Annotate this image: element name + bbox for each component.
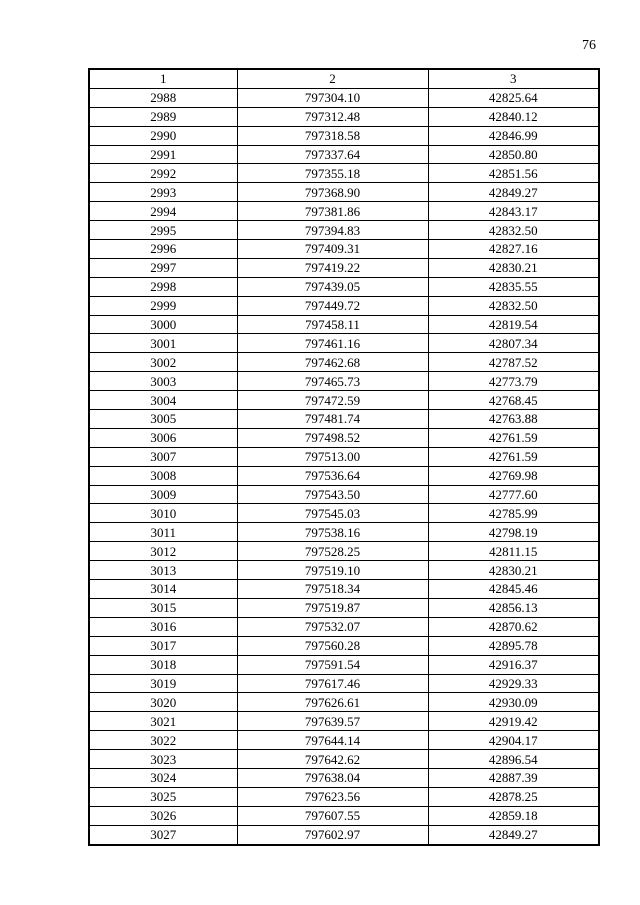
- y-coordinate-cell: 42798.19: [428, 523, 599, 542]
- table-row: [89, 372, 599, 391]
- x-coordinate-cell: 797394.83: [237, 221, 428, 240]
- x-coordinate-cell: 797607.55: [237, 806, 428, 825]
- x-coordinate-cell: 797591.54: [237, 655, 428, 674]
- table-row: [89, 674, 599, 693]
- point-number-cell: 3024: [89, 768, 237, 787]
- y-coordinate-cell: 42787.52: [428, 353, 599, 372]
- y-coordinate-cell: 42807.34: [428, 334, 599, 353]
- table-row: [89, 334, 599, 353]
- x-coordinate-cell: 797461.16: [237, 334, 428, 353]
- x-coordinate-cell: 797532.07: [237, 617, 428, 636]
- table-row: [89, 428, 599, 447]
- x-coordinate-cell: 797304.10: [237, 88, 428, 107]
- x-coordinate-cell: 797642.62: [237, 750, 428, 769]
- table-row: [89, 655, 599, 674]
- x-coordinate-cell: 797465.73: [237, 372, 428, 391]
- y-coordinate-cell: 42887.39: [428, 768, 599, 787]
- x-coordinate-cell: 797449.72: [237, 296, 428, 315]
- point-number-cell: 3010: [89, 504, 237, 523]
- x-coordinate-cell: 797368.90: [237, 183, 428, 202]
- table-row: [89, 315, 599, 334]
- y-coordinate-cell: 42763.88: [428, 410, 599, 429]
- table-row: [89, 202, 599, 221]
- column-header-1: 1: [89, 69, 237, 88]
- point-number-cell: 3008: [89, 466, 237, 485]
- table-body: [89, 88, 599, 844]
- x-coordinate-cell: 797481.74: [237, 410, 428, 429]
- y-coordinate-cell: 42819.54: [428, 315, 599, 334]
- point-number-cell: 3018: [89, 655, 237, 674]
- y-coordinate-cell: 42846.99: [428, 126, 599, 145]
- point-number-cell: 2989: [89, 107, 237, 126]
- y-coordinate-cell: 42929.33: [428, 674, 599, 693]
- table-header-row: [89, 69, 599, 88]
- y-coordinate-cell: 42761.59: [428, 428, 599, 447]
- table-row: [89, 485, 599, 504]
- point-number-cell: 3005: [89, 410, 237, 429]
- point-number-cell: 3015: [89, 598, 237, 617]
- table-row: [89, 542, 599, 561]
- point-number-cell: 2995: [89, 221, 237, 240]
- point-number-cell: 2998: [89, 277, 237, 296]
- y-coordinate-cell: 42773.79: [428, 372, 599, 391]
- x-coordinate-cell: 797528.25: [237, 542, 428, 561]
- x-coordinate-cell: 797518.34: [237, 580, 428, 599]
- y-coordinate-cell: 42835.55: [428, 277, 599, 296]
- point-number-cell: 3003: [89, 372, 237, 391]
- point-number-cell: 2996: [89, 240, 237, 259]
- x-coordinate-cell: 797638.04: [237, 768, 428, 787]
- x-coordinate-cell: 797545.03: [237, 504, 428, 523]
- y-coordinate-cell: 42761.59: [428, 447, 599, 466]
- y-coordinate-cell: 42827.16: [428, 240, 599, 259]
- table-row: [89, 466, 599, 485]
- point-number-cell: 3017: [89, 636, 237, 655]
- table-row: [89, 693, 599, 712]
- x-coordinate-cell: 797472.59: [237, 391, 428, 410]
- x-coordinate-cell: 797462.68: [237, 353, 428, 372]
- point-number-cell: 3019: [89, 674, 237, 693]
- column-header-3: 3: [428, 69, 599, 88]
- point-number-cell: 2993: [89, 183, 237, 202]
- table-row: [89, 410, 599, 429]
- table-row: [89, 580, 599, 599]
- point-number-cell: 3026: [89, 806, 237, 825]
- x-coordinate-cell: 797538.16: [237, 523, 428, 542]
- x-coordinate-cell: 797355.18: [237, 164, 428, 183]
- point-number-cell: 3002: [89, 353, 237, 372]
- y-coordinate-cell: 42811.15: [428, 542, 599, 561]
- y-coordinate-cell: 42769.98: [428, 466, 599, 485]
- table-row: [89, 825, 599, 844]
- y-coordinate-cell: 42856.13: [428, 598, 599, 617]
- table-row: [89, 750, 599, 769]
- point-number-cell: 3007: [89, 447, 237, 466]
- point-number-cell: 2997: [89, 258, 237, 277]
- table-row: [89, 768, 599, 787]
- point-number-cell: 3009: [89, 485, 237, 504]
- point-number-cell: 2988: [89, 88, 237, 107]
- point-number-cell: 3004: [89, 391, 237, 410]
- x-coordinate-cell: 797409.31: [237, 240, 428, 259]
- y-coordinate-cell: 42930.09: [428, 693, 599, 712]
- point-number-cell: 3013: [89, 561, 237, 580]
- table-row: [89, 145, 599, 164]
- y-coordinate-cell: 42895.78: [428, 636, 599, 655]
- point-number-cell: 3011: [89, 523, 237, 542]
- point-number-cell: 3000: [89, 315, 237, 334]
- x-coordinate-cell: 797602.97: [237, 825, 428, 844]
- table-row: [89, 712, 599, 731]
- x-coordinate-cell: 797519.10: [237, 561, 428, 580]
- y-coordinate-cell: 42832.50: [428, 221, 599, 240]
- point-number-cell: 3006: [89, 428, 237, 447]
- table-row: [89, 88, 599, 107]
- x-coordinate-cell: 797536.64: [237, 466, 428, 485]
- point-number-cell: 3014: [89, 580, 237, 599]
- x-coordinate-cell: 797626.61: [237, 693, 428, 712]
- point-number-cell: 3027: [89, 825, 237, 844]
- table-row: [89, 504, 599, 523]
- table-row: [89, 221, 599, 240]
- x-coordinate-cell: 797639.57: [237, 712, 428, 731]
- y-coordinate-cell: 42843.17: [428, 202, 599, 221]
- x-coordinate-cell: 797543.50: [237, 485, 428, 504]
- y-coordinate-cell: 42904.17: [428, 731, 599, 750]
- y-coordinate-cell: 42840.12: [428, 107, 599, 126]
- table-row: [89, 164, 599, 183]
- x-coordinate-cell: 797318.58: [237, 126, 428, 145]
- x-coordinate-cell: 797337.64: [237, 145, 428, 164]
- y-coordinate-cell: 42830.21: [428, 258, 599, 277]
- table-row: [89, 447, 599, 466]
- table-row: [89, 240, 599, 259]
- x-coordinate-cell: 797439.05: [237, 277, 428, 296]
- table-row: [89, 561, 599, 580]
- x-coordinate-cell: 797381.86: [237, 202, 428, 221]
- table-row: [89, 636, 599, 655]
- y-coordinate-cell: 42851.56: [428, 164, 599, 183]
- table-row: [89, 806, 599, 825]
- y-coordinate-cell: 42830.21: [428, 561, 599, 580]
- y-coordinate-cell: 42849.27: [428, 183, 599, 202]
- table-row: [89, 523, 599, 542]
- x-coordinate-cell: 797617.46: [237, 674, 428, 693]
- y-coordinate-cell: 42845.46: [428, 580, 599, 599]
- x-coordinate-cell: 797519.87: [237, 598, 428, 617]
- table-row: [89, 277, 599, 296]
- table-row: [89, 258, 599, 277]
- y-coordinate-cell: 42785.99: [428, 504, 599, 523]
- table-row: [89, 617, 599, 636]
- y-coordinate-cell: 42825.64: [428, 88, 599, 107]
- y-coordinate-cell: 42849.27: [428, 825, 599, 844]
- point-number-cell: 3021: [89, 712, 237, 731]
- y-coordinate-cell: 42878.25: [428, 787, 599, 806]
- point-number-cell: 2992: [89, 164, 237, 183]
- x-coordinate-cell: 797312.48: [237, 107, 428, 126]
- y-coordinate-cell: 42768.45: [428, 391, 599, 410]
- table-row: [89, 391, 599, 410]
- point-number-cell: 3022: [89, 731, 237, 750]
- page-number: 76: [582, 38, 596, 53]
- x-coordinate-cell: 797644.14: [237, 731, 428, 750]
- table-row: [89, 353, 599, 372]
- table-row: [89, 787, 599, 806]
- point-number-cell: 3012: [89, 542, 237, 561]
- x-coordinate-cell: 797419.22: [237, 258, 428, 277]
- point-number-cell: 2991: [89, 145, 237, 164]
- column-header-2: 2: [237, 69, 428, 88]
- point-number-cell: 3020: [89, 693, 237, 712]
- y-coordinate-cell: 42870.62: [428, 617, 599, 636]
- table-row: [89, 126, 599, 145]
- table-row: [89, 731, 599, 750]
- point-number-cell: 3016: [89, 617, 237, 636]
- point-number-cell: 3023: [89, 750, 237, 769]
- table-row: [89, 598, 599, 617]
- point-number-cell: 2999: [89, 296, 237, 315]
- point-number-cell: 2990: [89, 126, 237, 145]
- table-row: [89, 296, 599, 315]
- coordinates-table: [88, 68, 600, 846]
- point-number-cell: 2994: [89, 202, 237, 221]
- y-coordinate-cell: 42919.42: [428, 712, 599, 731]
- x-coordinate-cell: 797458.11: [237, 315, 428, 334]
- x-coordinate-cell: 797560.28: [237, 636, 428, 655]
- y-coordinate-cell: 42916.37: [428, 655, 599, 674]
- table-row: [89, 107, 599, 126]
- y-coordinate-cell: 42859.18: [428, 806, 599, 825]
- point-number-cell: 3025: [89, 787, 237, 806]
- y-coordinate-cell: 42850.80: [428, 145, 599, 164]
- x-coordinate-cell: 797513.00: [237, 447, 428, 466]
- y-coordinate-cell: 42832.50: [428, 296, 599, 315]
- y-coordinate-cell: 42777.60: [428, 485, 599, 504]
- y-coordinate-cell: 42896.54: [428, 750, 599, 769]
- x-coordinate-cell: 797623.56: [237, 787, 428, 806]
- point-number-cell: 3001: [89, 334, 237, 353]
- table-row: [89, 183, 599, 202]
- x-coordinate-cell: 797498.52: [237, 428, 428, 447]
